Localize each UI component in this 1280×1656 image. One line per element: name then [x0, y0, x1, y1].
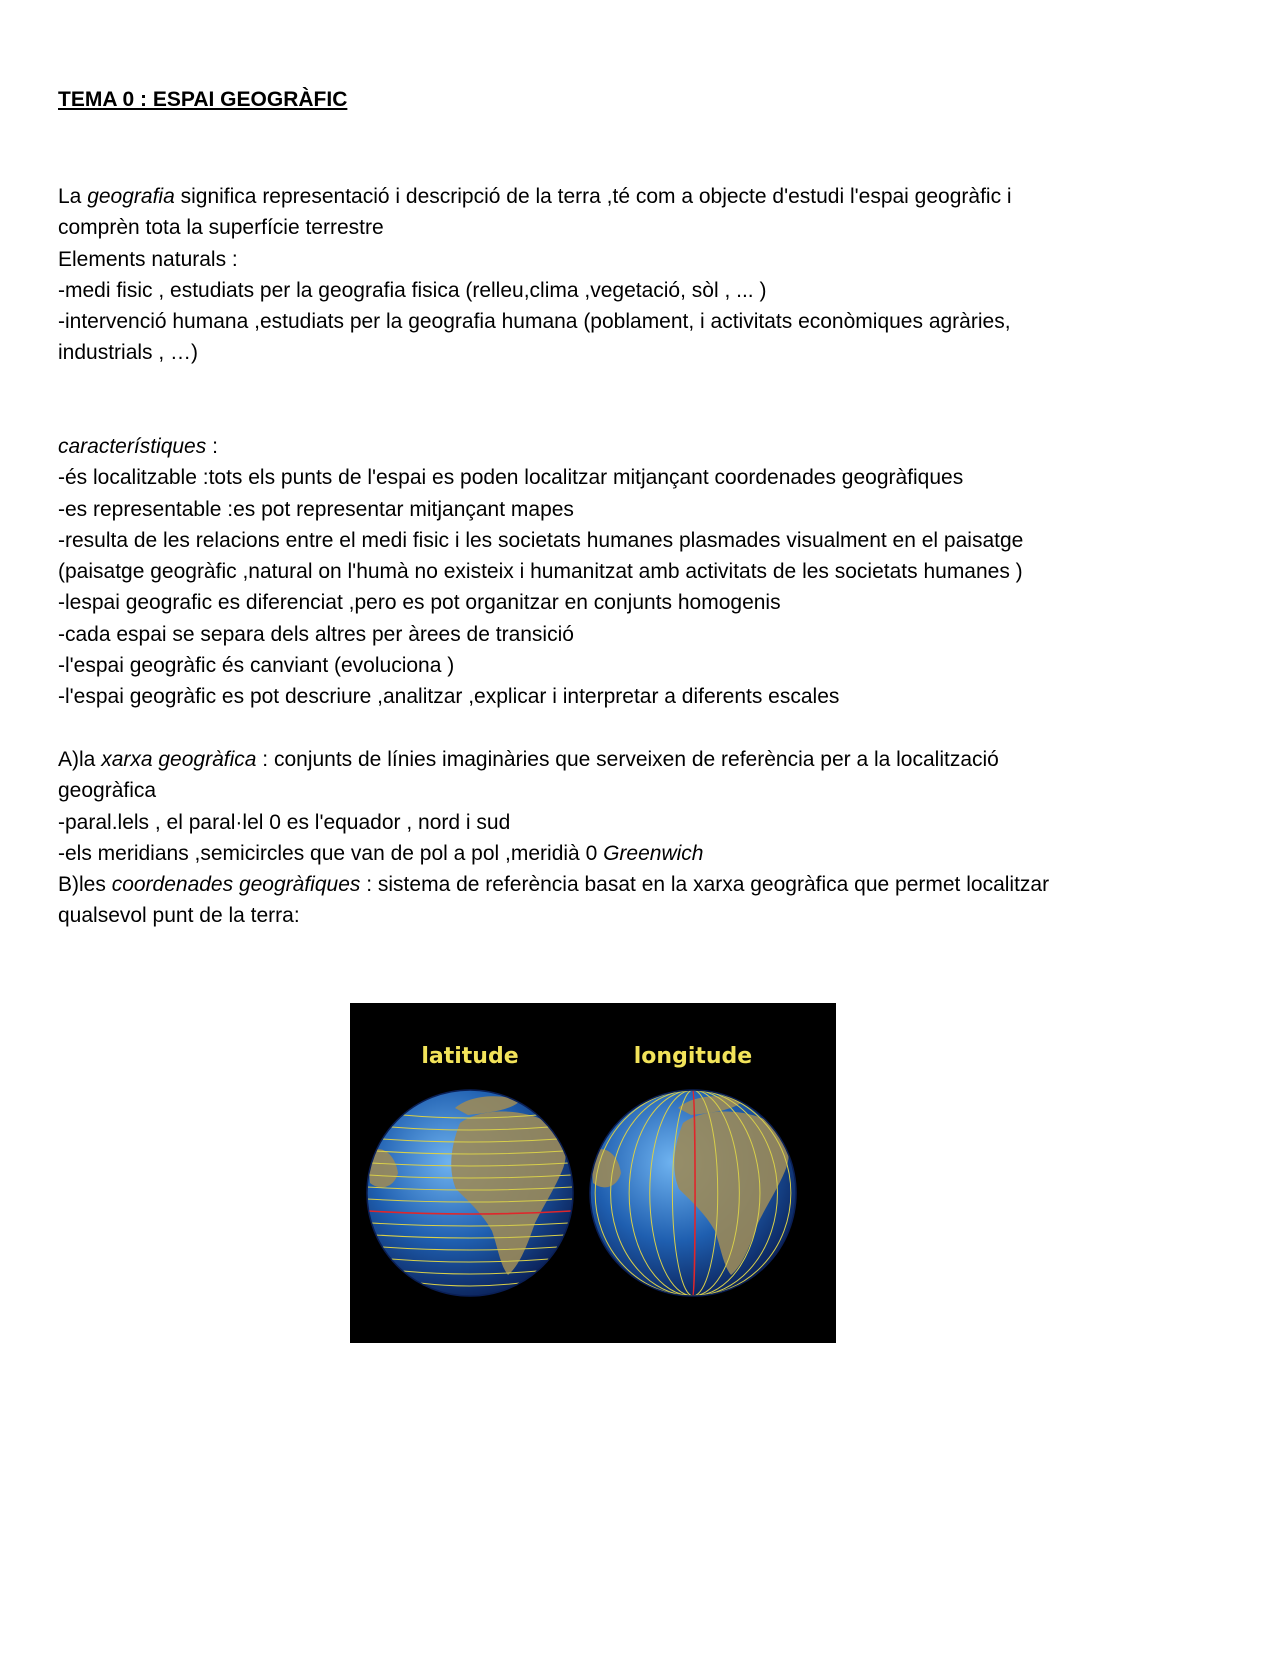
feature-item: -és localitzable :tots els punts de l'espai es poden localitzar mitjançant coordenades geogràfiques [58, 466, 964, 490]
longitude-label: longitude [633, 1044, 753, 1069]
intro-line-3: Elements naturals : [58, 247, 238, 271]
network-b-line [58, 869, 1228, 900]
intro-text: La [58, 185, 88, 208]
network-b-prefix: B)les [58, 873, 112, 897]
features-heading-colon: : [206, 435, 218, 458]
feature-item: -resulta de les relacions entre el medi fisic i les societats humanes plasmades visualment en el paisatge [58, 528, 1024, 552]
network-meridians [58, 838, 1228, 869]
features-section [58, 431, 1228, 713]
feature-item: -es representable :es pot representar mitjançant mapes [58, 497, 574, 521]
meridians-term: Greenwich [603, 841, 704, 865]
feature-item: (paisatge geogràfic ,natural on l'humà no existeix i humanitzat amb activitats de les societats humanes ) [58, 560, 1023, 584]
intro-line-4: -medi fisic , estudiats per la geografia fisica (relleu,clima ,vegetació, sòl , ... ) [58, 278, 767, 302]
globes-figure [350, 1003, 836, 1343]
intro-section [58, 181, 1228, 369]
intro-line-6: industrials , …) [58, 341, 199, 365]
network-a-line [58, 744, 1228, 775]
features-heading-term: característiques [58, 435, 207, 458]
network-b-text: : sistema de referència basat en la xarxa geogràfica que permet localitzar [360, 873, 1050, 897]
intro-line-5: -intervenció humana ,estudiats per la geografia humana (poblament, i activitats econòmiques agràries, [58, 310, 1011, 334]
latitude-globe [367, 1090, 573, 1298]
network-parallels: -paral.lels , el paral·lel 0 es l'equador , nord i sud [58, 810, 511, 834]
network-b-cont: qualsevol punt de la terra: [58, 904, 300, 928]
feature-item: -l'espai geogràfic és canviant (evoluciona ) [58, 654, 455, 678]
features-heading [58, 431, 1228, 462]
intro-text: significa representació i descripció de la terra ,té com a objecte d'estudi l'espai geogràfic i [174, 185, 1012, 208]
intro-line-2: comprèn tota la superfície terrestre [58, 216, 384, 240]
latitude-label: latitude [421, 1044, 519, 1069]
network-a-prefix: A)la [58, 748, 102, 771]
feature-item: -cada espai se separa dels altres per àrees de transició [58, 622, 574, 646]
network-section [58, 744, 1228, 932]
feature-item: -lespai geografic es diferenciat ,pero es pot organitzar en conjunts homogenis [58, 591, 781, 615]
intro-term: geografia [87, 185, 175, 208]
network-a-text: : conjunts de línies imaginàries que serveixen de referència per a la localització [256, 748, 999, 771]
network-a-term: xarxa geogràfica [101, 748, 257, 771]
page-title: TEMA 0 : ESPAI GEOGRÀFIC [58, 88, 348, 111]
network-b-term: coordenades geogràfiques [111, 873, 361, 897]
feature-item: -l'espai geogràfic es pot descriure ,analitzar ,explicar i interpretar a diferents escales [58, 685, 840, 709]
longitude-globe [590, 1090, 796, 1296]
intro-line-1 [58, 181, 1228, 212]
network-a-cont: geogràfica [58, 779, 157, 803]
meridians-text: -els meridians ,semicircles que van de pol a pol ,meridià 0 [58, 841, 604, 865]
globes-illustration [350, 1003, 836, 1343]
